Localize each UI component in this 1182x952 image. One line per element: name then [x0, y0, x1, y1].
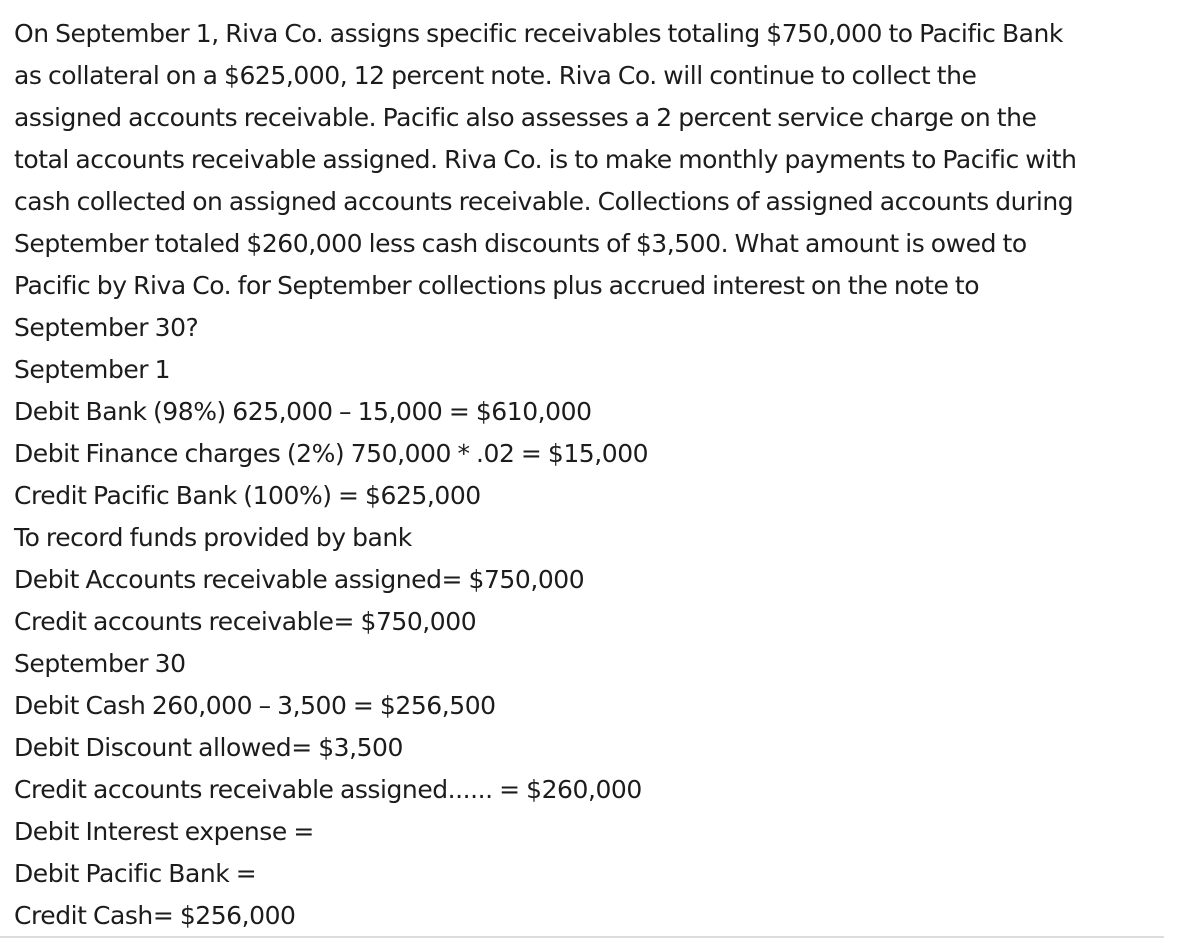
journal-line: Credit accounts receivable assigned...... = $260,000 [14, 775, 642, 804]
journal-line: Debit Finance charges (2%) 750,000 * .02 = $15,000 [14, 439, 649, 468]
journal-line: Debit Pacific Bank = [14, 859, 257, 888]
question-line: September totaled $260,000 less cash discounts of $3,500. What amount is owed to [14, 229, 1027, 258]
document-body [14, 13, 1174, 937]
question-line: On September 1, Riva Co. assigns specific receivables totaling $750,000 to Pacific Bank [14, 19, 1063, 48]
journal-line: Debit Bank (98%) 625,000 – 15,000 = $610,000 [14, 397, 592, 426]
question-line: September 30? [14, 313, 199, 342]
journal-entries [14, 349, 1174, 937]
journal-line: Credit Pacific Bank (100%) = $625,000 [14, 481, 481, 510]
question-text [14, 13, 1174, 349]
question-line: assigned accounts receivable. Pacific also assesses a 2 percent service charge on the [14, 103, 1037, 132]
journal-line: Debit Cash 260,000 – 3,500 = $256,500 [14, 691, 496, 720]
journal-line: Credit Cash= $256,000 [14, 901, 296, 930]
question-line: as collateral on a $625,000, 12 percent note. Riva Co. will continue to collect the [14, 61, 977, 90]
journal-note: To record funds provided by bank [14, 523, 412, 552]
question-line: total accounts receivable assigned. Riva Co. is to make monthly payments to Pacific with [14, 145, 1077, 174]
question-line: Pacific by Riva Co. for September collections plus accrued interest on the note to [14, 271, 980, 300]
journal-line: Debit Interest expense = [14, 817, 314, 846]
question-line: cash collected on assigned accounts receivable. Collections of assigned accounts during [14, 187, 1074, 216]
journal-line: Credit accounts receivable= $750,000 [14, 607, 477, 636]
journal-line: Debit Accounts receivable assigned= $750,000 [14, 565, 585, 594]
journal-line: Debit Discount allowed= $3,500 [14, 733, 403, 762]
entry-date-heading: September 1 [14, 355, 171, 384]
bottom-divider [0, 936, 1164, 938]
entry-date-heading: September 30 [14, 649, 186, 678]
